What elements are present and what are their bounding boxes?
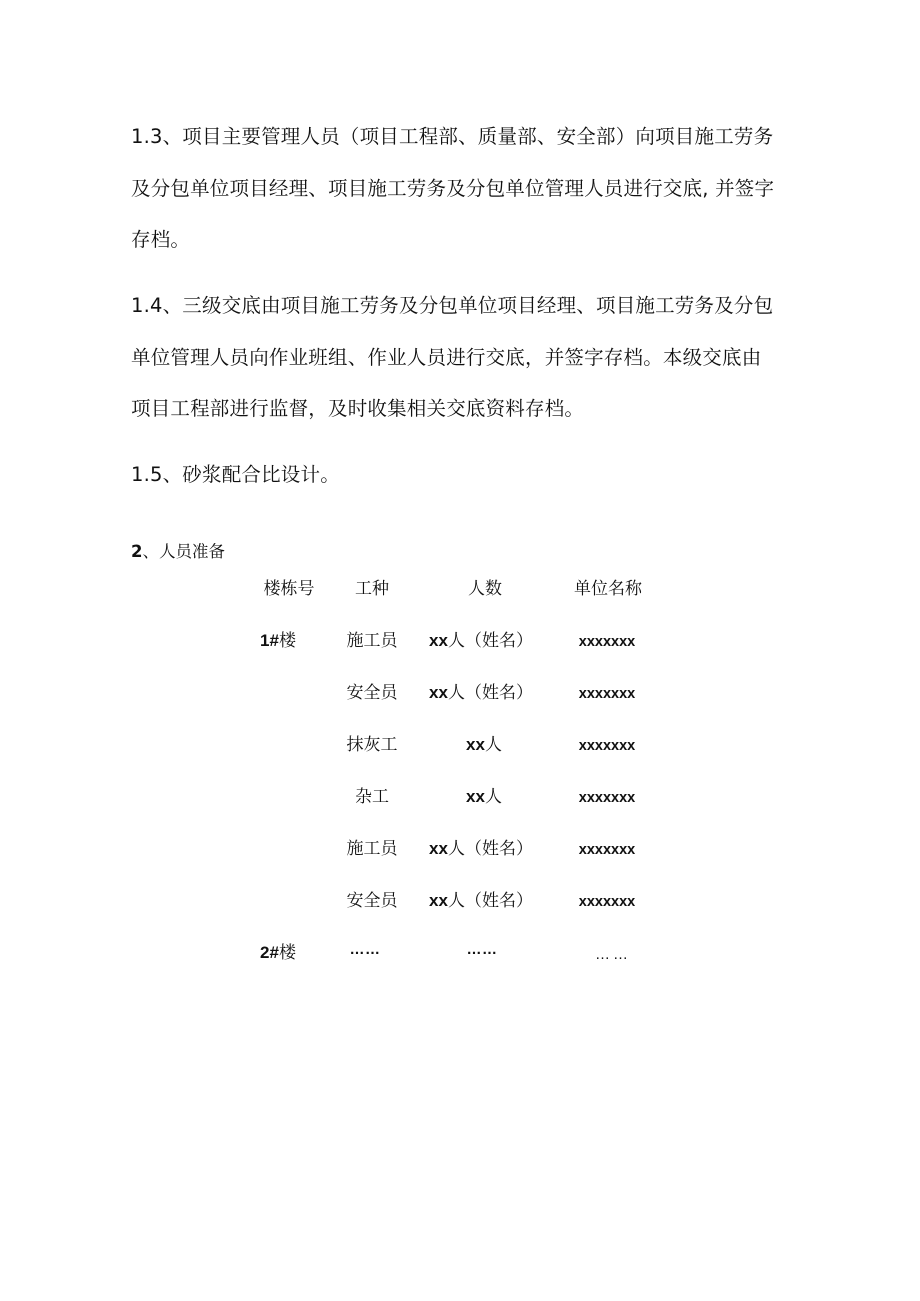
- table-cell-unit: xxxxxxx: [578, 686, 636, 702]
- count-number: xx: [466, 735, 485, 754]
- count-text: 人: [484, 735, 502, 755]
- count-number: xx: [429, 683, 448, 702]
- paragraph-line: 及分包单位项目经理、项目施工劳务及分包单位管理人员进行交底, 并签字: [131, 176, 775, 200]
- table-cell-building: [260, 941, 296, 965]
- table-cell-trade: 安全员: [346, 683, 398, 703]
- table-cell-unit: xxxxxxx: [578, 842, 636, 858]
- count-text: 人（姓名）: [447, 891, 533, 911]
- table-cell-unit: xxxxxxx: [578, 634, 636, 650]
- table-header-unit: 单位名称: [574, 579, 642, 599]
- paragraph-line: 1.5、砂浆配合比设计。: [131, 463, 340, 486]
- count-text: 人（姓名）: [447, 839, 533, 859]
- count-text: 人（姓名）: [447, 631, 533, 651]
- table-cell-count: [429, 889, 533, 913]
- count-number: xx: [429, 891, 448, 910]
- table-cell-building: [260, 629, 296, 653]
- table-header-trade: 工种: [355, 579, 389, 599]
- count-text: 人: [484, 787, 502, 807]
- paragraph-line: 1.3、项目主要管理人员（项目工程部、质量部、安全部）向项目施工劳务: [131, 125, 774, 148]
- count-number: xx: [429, 631, 448, 650]
- table-cell-count: [466, 785, 502, 809]
- table-cell-trade: 抹灰工: [346, 735, 398, 755]
- paragraph-line: 存档。: [131, 228, 191, 251]
- table-cell-trade: 施工员: [346, 839, 398, 859]
- table-cell-trade: 施工员: [346, 631, 398, 651]
- building-number: 1#: [260, 631, 279, 650]
- table-cell-count: [429, 837, 533, 861]
- table-cell-count: [429, 629, 533, 653]
- building-suffix: 楼: [278, 943, 296, 963]
- table-cell-count: [466, 733, 502, 757]
- table-cell-trade: ……: [349, 941, 381, 958]
- paragraph-line: 项目工程部进行监督，及时收集相关交底资料存档。: [131, 397, 585, 420]
- table-cell-unit: xxxxxxx: [578, 894, 636, 910]
- table-cell-unit: xxxxxxx: [578, 790, 636, 806]
- count-text: 人（姓名）: [447, 683, 533, 703]
- building-suffix: 楼: [278, 631, 296, 651]
- count-number: xx: [429, 839, 448, 858]
- table-header-count: 人数: [468, 579, 502, 599]
- table-header-building: 楼栋号: [263, 579, 315, 599]
- table-cell-count: [429, 681, 533, 705]
- table-cell-unit: xxxxxxx: [578, 738, 636, 754]
- paragraph-line: 1.4、三级交底由项目施工劳务及分包单位项目经理、项目施工劳务及分包: [131, 294, 774, 317]
- building-number: 2#: [260, 943, 279, 962]
- section-title-text: 、人员准备: [142, 542, 225, 561]
- table-cell-unit: ……: [595, 946, 631, 963]
- table-cell-trade: 杂工: [355, 787, 389, 807]
- count-number: xx: [466, 787, 485, 806]
- paragraph-line: 单位管理人员向作业班组、作业人员进行交底，并签字存档。本级交底由: [131, 345, 762, 369]
- table-cell-count: ……: [466, 941, 498, 958]
- table-cell-trade: 安全员: [346, 891, 398, 911]
- section-number: 2: [131, 542, 143, 561]
